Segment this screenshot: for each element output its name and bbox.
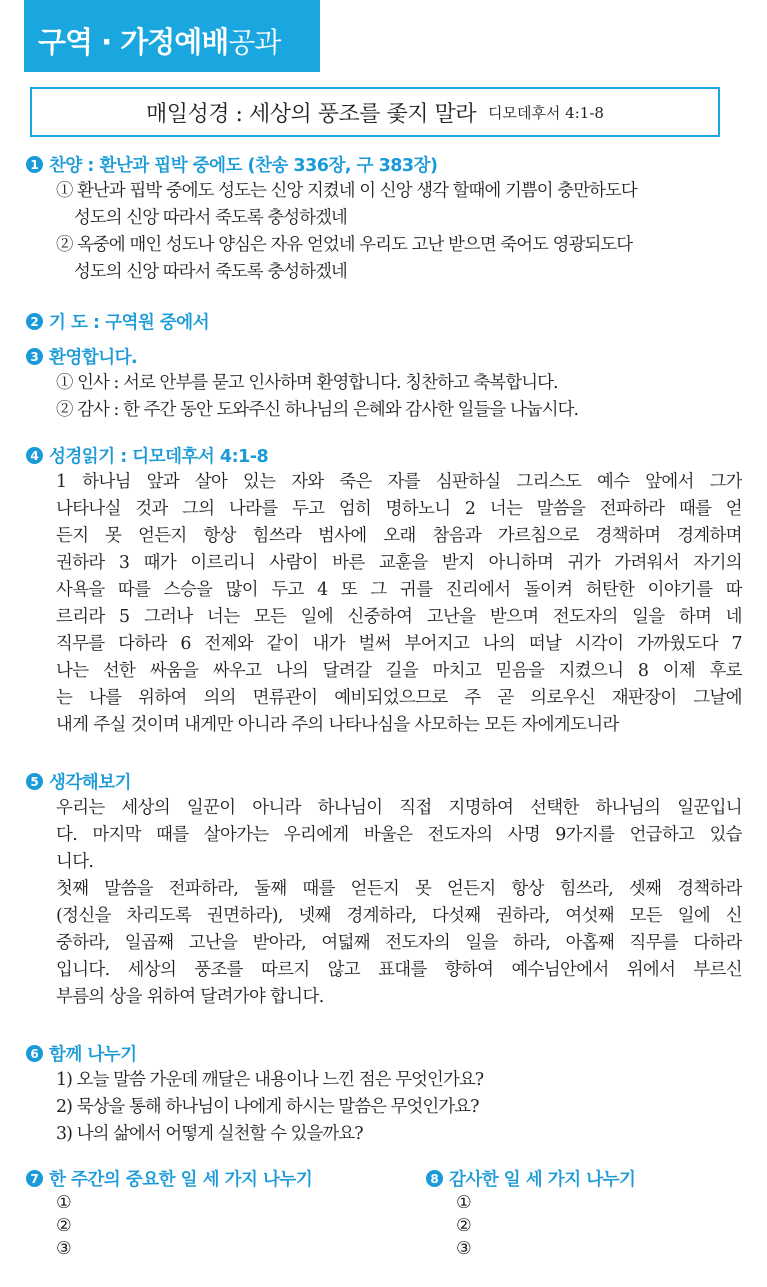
- header-title-bold: 구역 · 가정예배: [38, 25, 229, 59]
- scripture-paragraph: [26, 469, 742, 739]
- section-title: [426, 1165, 756, 1192]
- welcome-line: ① 인사 : 서로 안부를 묻고 인사하며 환영합니다. 칭찬하고 축복합니다.: [56, 373, 558, 393]
- sharing-question: 2) 묵상을 통해 하나님이 나에게 하시는 말씀은 무엇인가요?: [56, 1097, 479, 1117]
- scripture-line: 나는 선한 싸움을 싸우고 나의 달려갈 길을 마치고 믿음을 지켰으니 8 이제 후로: [56, 661, 742, 681]
- scripture-line: 나타나실 것과 그의 나라를 두고 엄히 명하노니 2 너는 말씀을 전파하라 때를 얻: [56, 499, 742, 519]
- header-title-light: 공과: [228, 26, 281, 59]
- section-thankful-things: [426, 1165, 756, 1261]
- hymn-line: ② 옥중에 매인 성도나 양심은 자유 얻었네 우리도 고난 받으면 죽어도 영광되도다: [56, 235, 633, 255]
- daily-bible-box: [30, 87, 720, 137]
- daily-bible-title: 매일성경 : 세상의 풍조를 좇지 말라: [146, 101, 476, 127]
- reflection-line: 입니다. 세상의 풍조를 따르지 않고 표대를 향하여 예수님안에서 위에서 부르신: [56, 960, 742, 980]
- blank-item: ②: [56, 1216, 71, 1236]
- scripture-line: 든지 못 얻든지 항상 힘쓰라 범사에 오래 참음과 가르침으로 경책하며 경계하며: [56, 526, 742, 546]
- hymn-line: ① 환난과 핍박 중에도 성도는 신앙 지켰네 이 신앙 생각 할때에 기쁨이 충만하도다: [56, 181, 637, 201]
- section-title-text: 한 주간의 중요한 일 세 가지 나누기: [49, 1170, 313, 1190]
- section-title-text: 생각해보기: [49, 773, 132, 793]
- section-number-badge: 4: [26, 447, 43, 464]
- section-title-text: 환영합니다.: [49, 348, 138, 368]
- welcome-line: ② 감사 : 한 주간 동안 도와주신 하나님의 은혜와 감사한 일들을 나눕시다.: [56, 400, 579, 420]
- section-number-badge: 8: [426, 1170, 443, 1187]
- sharing-question: 3) 나의 삶에서 어떻게 실천할 수 있을까요?: [56, 1124, 363, 1144]
- hymn-line: 성도의 신앙 따라서 죽도록 충성하겠네: [74, 208, 347, 228]
- scripture-line: 르리라 5 그러나 너는 모든 일에 신중하여 고난을 받으며 전도자의 일을 하며 네: [56, 607, 742, 627]
- scripture-line: 권하라 3 때가 이르리니 사람이 바른 교훈을 받지 아니하며 귀가 가려워서 자기의: [56, 553, 742, 573]
- reflection-line: 첫째 말씀을 전파하라, 둘째 때를 얻든지 못 얻든지 항상 힘쓰라, 셋째 경책하라: [56, 879, 742, 899]
- daily-bible-reference: 디모데후서 4:1-8: [487, 103, 604, 122]
- section-title: [26, 308, 742, 335]
- reflection-line: 니다.: [56, 852, 94, 872]
- section-bible-reading: [26, 442, 742, 739]
- section-title: [26, 343, 742, 370]
- section-reflection: [26, 768, 742, 1011]
- section-title-text: 함께 나누기: [49, 1045, 137, 1065]
- section-title: [26, 442, 742, 469]
- blank-item: ②: [456, 1216, 471, 1236]
- section-title-text: 성경읽기 : 디모데후서 4:1-8: [49, 447, 269, 467]
- section-number-badge: 1: [26, 156, 43, 173]
- section-sharing: [26, 1040, 742, 1148]
- reflection-line: (정신을 차리도록 권면하라), 넷째 경계하라, 다섯째 권하라, 여섯째 모든 일에 신: [56, 906, 742, 926]
- section-title-text: 기 도 : 구역원 중에서: [49, 313, 210, 333]
- reflection-line: 중하라, 일곱째 고난을 받아라, 여덟째 전도자의 일을 하라, 아홉째 직무를 다하라: [56, 933, 742, 953]
- hymn-line: 성도의 신앙 따라서 죽도록 충성하겠네: [74, 262, 347, 282]
- section-number-badge: 3: [26, 348, 43, 365]
- scripture-line: 내게 주실 것이며 내게만 아니라 주의 나타나심을 사모하는 모든 자에게도니라: [56, 715, 619, 735]
- header-title-bar: [24, 0, 320, 72]
- section-prayer: [26, 308, 742, 335]
- blank-item: ①: [56, 1193, 71, 1213]
- section-number-badge: 7: [26, 1170, 43, 1187]
- scripture-line: 는 나를 위하여 의의 면류관이 예비되었으므로 주 곧 의로우신 재판장이 그날에: [56, 688, 742, 708]
- scripture-line: 사욕을 따를 스승을 많이 두고 4 또 그 귀를 진리에서 돌이켜 허탄한 이야기를 따: [56, 580, 742, 600]
- reflection-line: 다. 마지막 때를 살아가는 우리에게 바울은 전도자의 사명 9가지를 언급하고 있습: [56, 825, 742, 845]
- section-title: [26, 151, 742, 178]
- section-title: [26, 1165, 356, 1192]
- section-title-text: 찬양 : 환난과 핍박 중에도 (찬송 336장, 구 383장): [49, 156, 438, 176]
- blank-item: ①: [456, 1193, 471, 1213]
- section-number-badge: 5: [26, 773, 43, 790]
- section-number-badge: 6: [26, 1045, 43, 1062]
- section-title: [26, 768, 742, 795]
- reflection-line: 우리는 세상의 일꾼이 아니라 하나님이 직접 지명하여 선택한 하나님의 일꾼입니: [56, 798, 742, 818]
- reflection-paragraph: [26, 795, 742, 1011]
- blank-item: ③: [456, 1239, 471, 1259]
- section-important-things: [26, 1165, 356, 1261]
- blank-item: ③: [56, 1239, 71, 1259]
- section-title: [26, 1040, 742, 1067]
- section-number-badge: 2: [26, 313, 43, 330]
- reflection-line: 부름의 상을 위하여 달려가야 합니다.: [56, 987, 324, 1007]
- section-welcome: [26, 343, 742, 424]
- section-title-text: 감사한 일 세 가지 나누기: [449, 1170, 636, 1190]
- sharing-question: 1) 오늘 말씀 가운데 깨달은 내용이나 느낀 점은 무엇인가요?: [56, 1070, 484, 1090]
- scripture-line: 직무를 다하라 6 전제와 같이 내가 벌써 부어지고 나의 떠날 시각이 가까웠도다 7: [56, 634, 742, 654]
- scripture-line: 1 하나님 앞과 살아 있는 자와 죽은 자를 심판하실 그리스도 예수 앞에서 그가: [56, 472, 742, 492]
- section-hymn: [26, 151, 742, 286]
